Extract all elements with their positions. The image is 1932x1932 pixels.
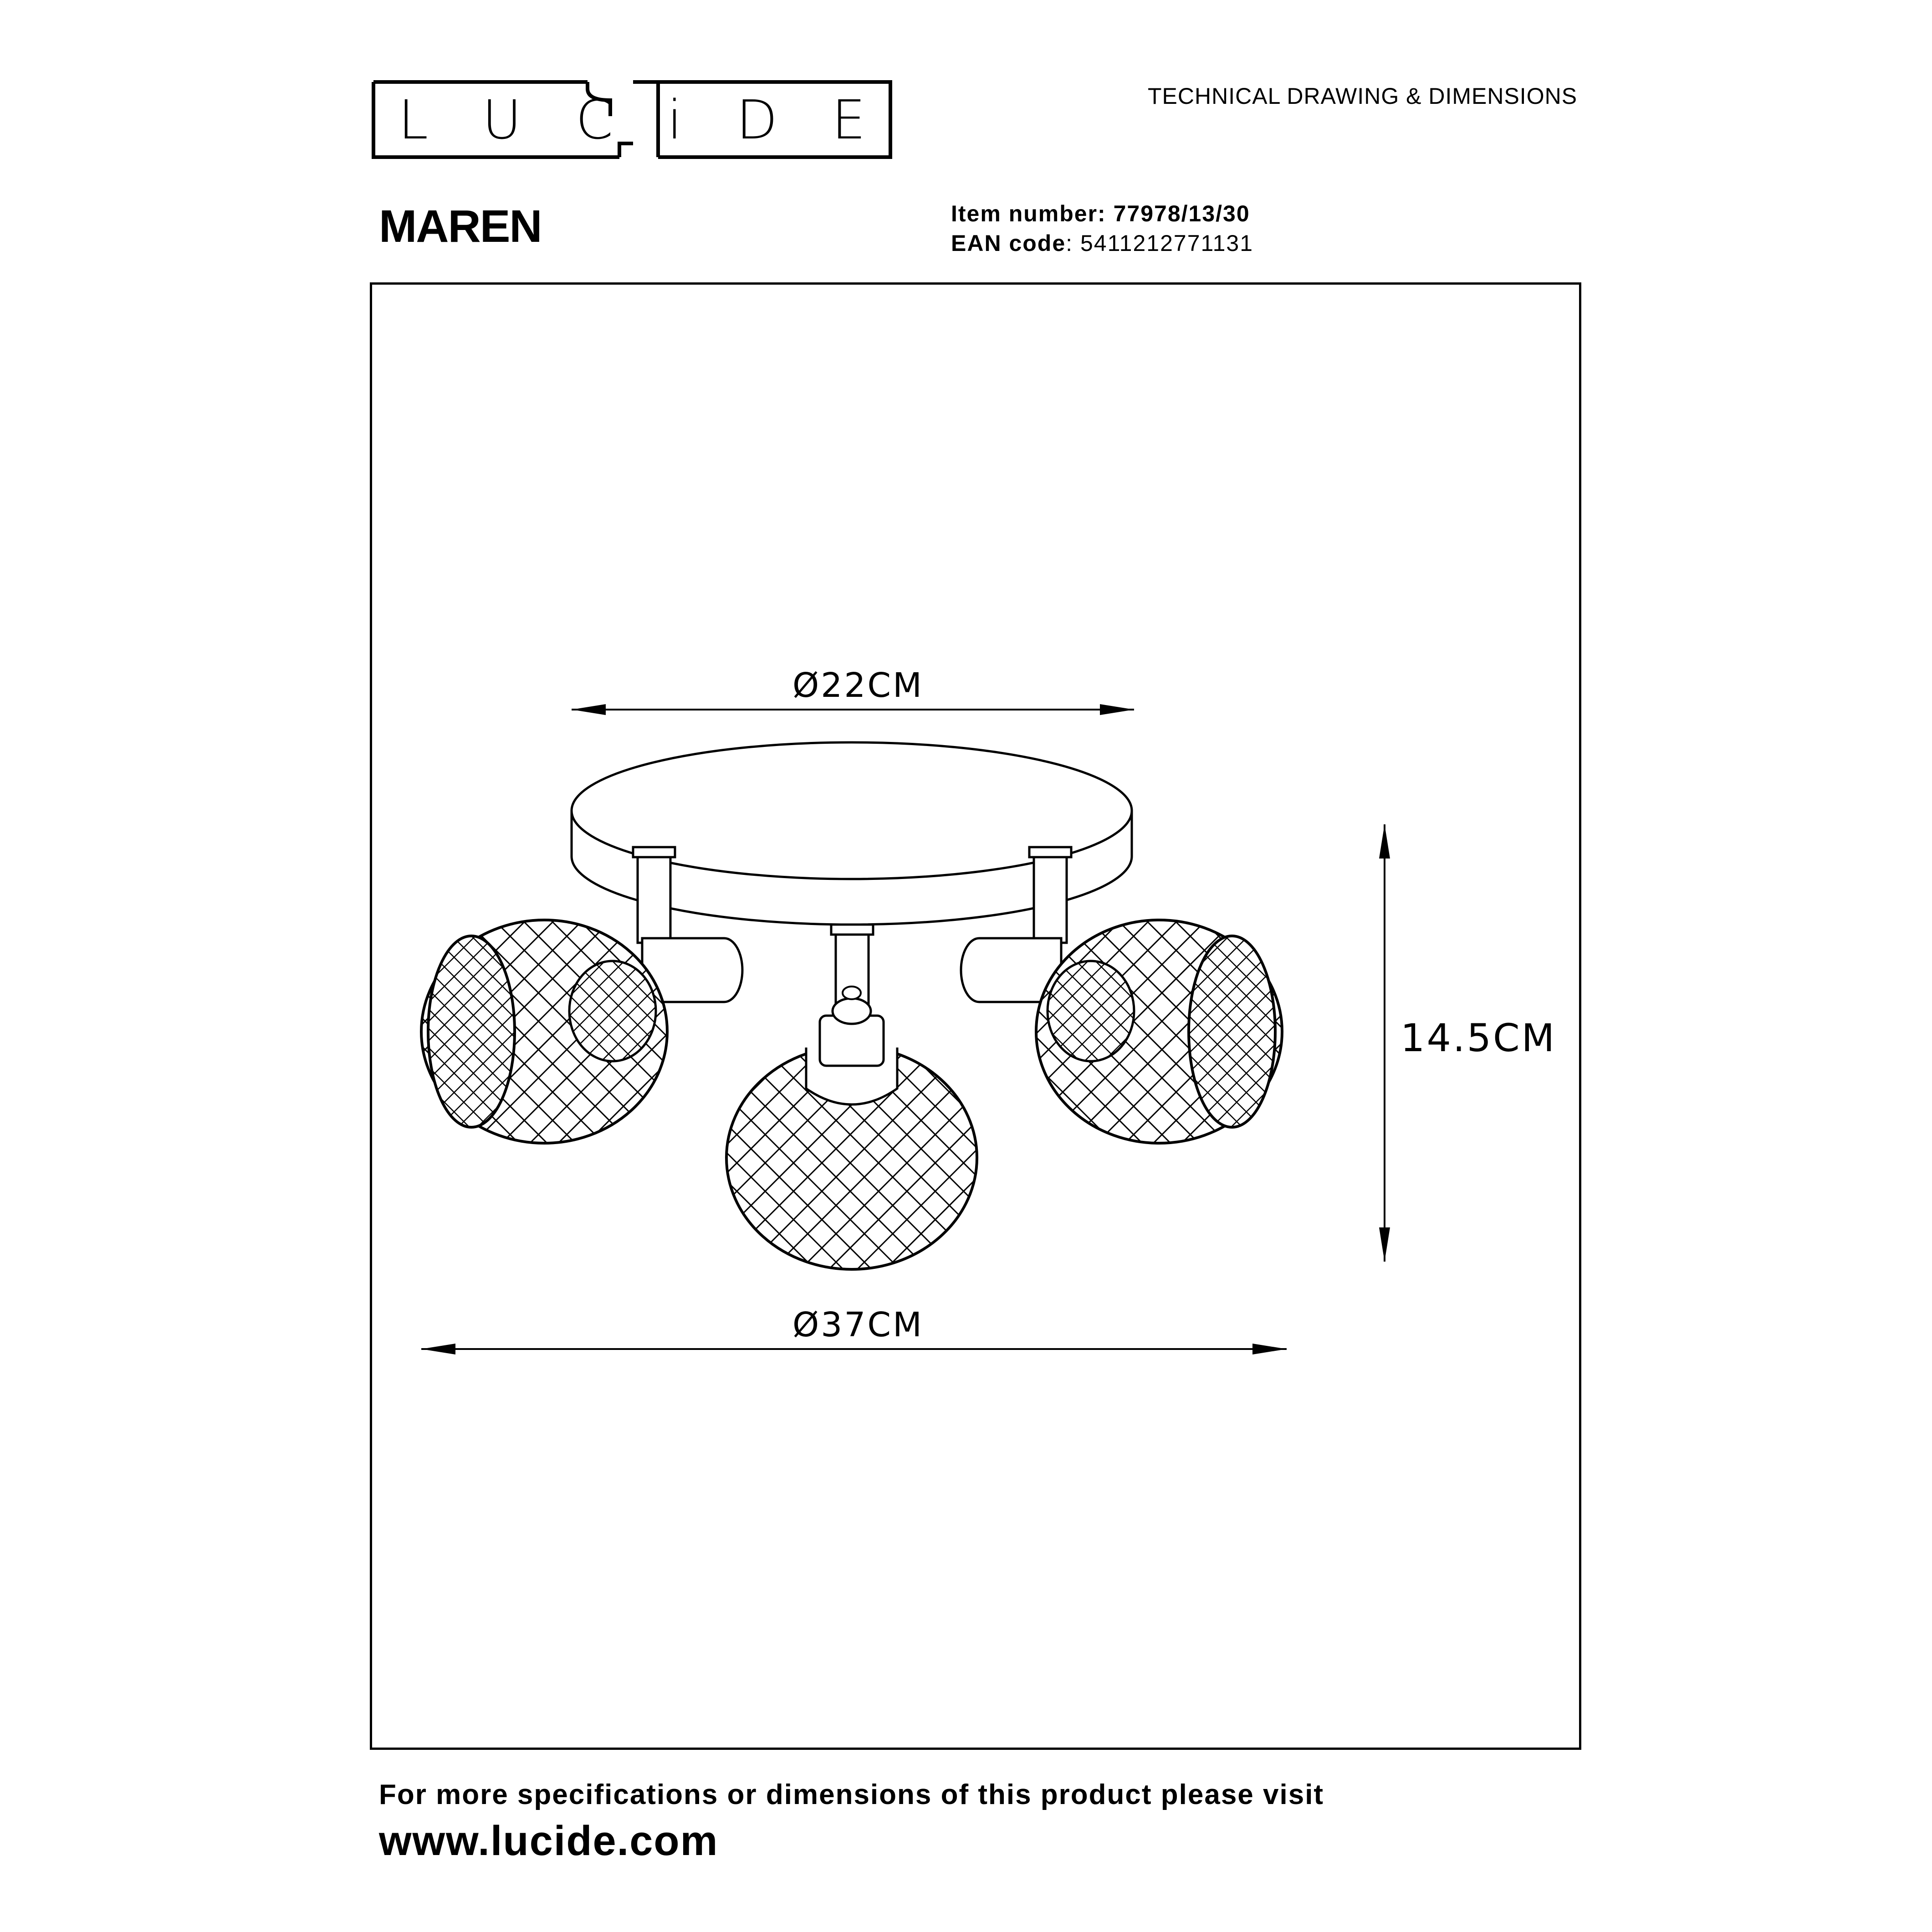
item-number-label: Item number: [951, 201, 1106, 226]
center-mesh-shade [726, 986, 977, 1269]
left-mesh-shade [421, 920, 667, 1143]
logo-letter: D [736, 88, 778, 151]
logo-letter: U [482, 88, 522, 151]
ean-label: EAN code [951, 230, 1066, 256]
logo-letter: L [398, 88, 429, 151]
logo-letter: E [832, 88, 866, 151]
footer-website-link[interactable]: www.lucide.com [379, 1818, 719, 1864]
dimension-top-diameter [572, 704, 1134, 715]
product-name: MAREN [379, 201, 542, 252]
document-type-title: TECHNICAL DRAWING & DIMENSIONS [1148, 83, 1578, 109]
footer-info-text: For more specifications or dimensions of this product please visit [379, 1779, 1324, 1810]
top-diameter-label: Ø22CM [792, 666, 924, 705]
item-number-value: 77978/13/30 [1113, 201, 1250, 226]
dimension-height [1379, 824, 1390, 1262]
dimension-bottom-diameter [421, 1344, 1287, 1354]
bottom-diameter-label: Ø37CM [792, 1305, 924, 1344]
height-label: 14.5CM [1400, 1016, 1557, 1060]
right-mesh-shade [1036, 920, 1282, 1143]
ean-value: : 5411212771131 [1066, 230, 1254, 256]
logo-letter: i [667, 88, 682, 151]
logo-letter: C [575, 88, 613, 151]
